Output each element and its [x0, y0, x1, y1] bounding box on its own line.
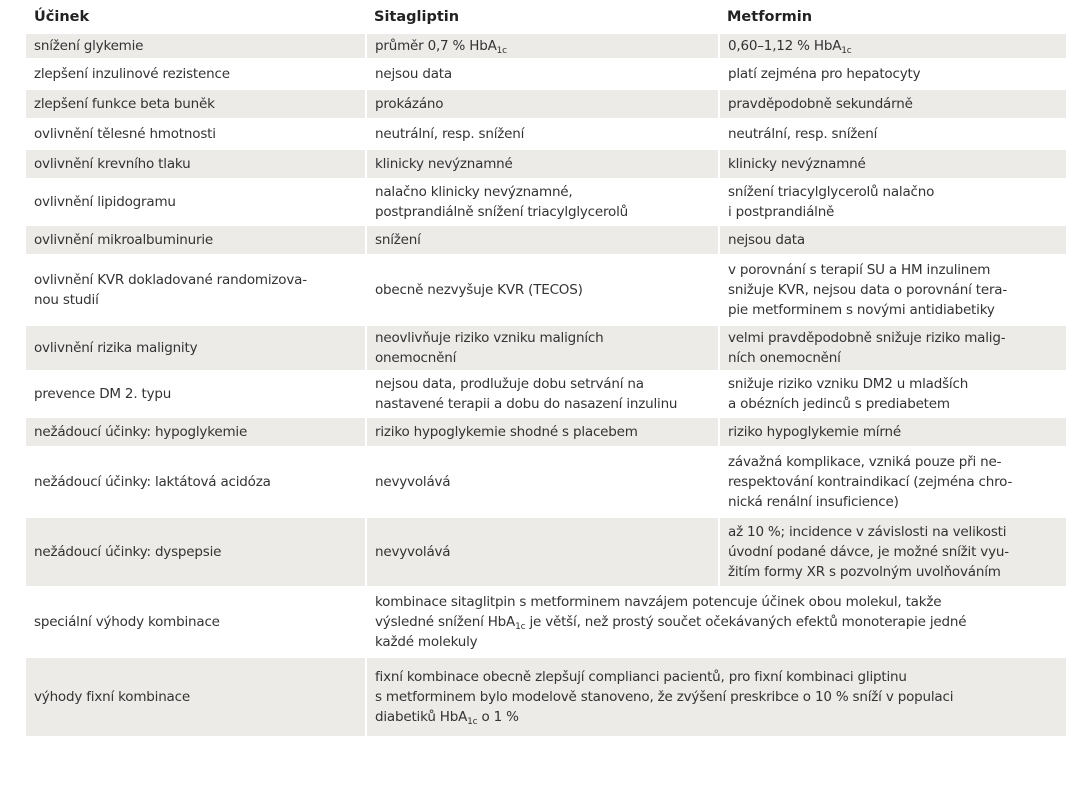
cell-line: respektování kontraindikací (zejména chro- — [728, 474, 1013, 490]
cell-line: nejsou data, prodlužuje dobu setrvání na — [375, 376, 644, 392]
effect-cell — [26, 255, 366, 325]
cell-line: úvodní podané dávce, je možné snížit vyu- — [728, 544, 1009, 560]
effect-cell: zlepšení funkce beta buněk — [26, 89, 366, 119]
effect-cell: ovlivnění krevního tlaku — [26, 149, 366, 179]
table-row — [26, 417, 1066, 447]
cell-line: snížení triacylglycerolů nalačno — [728, 184, 935, 200]
effect-cell: výhody fixní kombinace — [26, 657, 366, 737]
metformin-cell: riziko hypoglykemie mírné — [719, 417, 1066, 447]
cell-line: nou studií — [34, 292, 99, 308]
sitagliptin-cell: nevyvolává — [366, 517, 719, 587]
header-effect: Účinek — [26, 2, 366, 33]
cell-text: výsledné snížení HbA — [375, 614, 516, 630]
cell-line: velmi pravděpodobně snižuje riziko malig- — [728, 330, 1006, 346]
table-row — [26, 325, 1066, 371]
cell-line: v porovnání s terapií SU a HM inzulinem — [728, 262, 991, 278]
cell-line: nastavené terapii a dobu do nasazení inzulinu — [375, 396, 678, 412]
cell-text: je větší, než prostý součet očekávaných efektů monoterapie jedné — [525, 614, 967, 630]
effect-cell: ovlivnění lipidogramu — [26, 179, 366, 225]
header-row — [26, 2, 1066, 33]
metformin-cell: pravděpodobně sekundárně — [719, 89, 1066, 119]
sitagliptin-cell: nevyvolává — [366, 447, 719, 517]
cell-line: postprandiálně snížení triacylglycerolů — [375, 204, 629, 220]
table-row — [26, 447, 1066, 517]
cell-line: nická renální insuficience) — [728, 494, 899, 510]
effect-cell: speciální výhody kombinace — [26, 587, 366, 657]
cell-text: diabetiků HbA — [375, 709, 468, 725]
cell-line: neovlivňuje riziko vzniku maligních — [375, 330, 604, 346]
combined-cell — [366, 657, 1066, 737]
table-row — [26, 179, 1066, 225]
effect-cell: ovlivnění tělesné hmotnosti — [26, 119, 366, 149]
metformin-cell — [719, 179, 1066, 225]
sitagliptin-cell: prokázáno — [366, 89, 719, 119]
subscript: 1c — [467, 717, 478, 727]
cell-line: pie metforminem s novými antidiabetiky — [728, 302, 995, 318]
effect-cell: snížení glykemie — [26, 33, 366, 59]
effect-cell: ovlivnění rizika malignity — [26, 325, 366, 371]
sitagliptin-cell: snížení — [366, 225, 719, 255]
table-row — [26, 517, 1066, 587]
cell-line: nalačno klinicky nevýznamné, — [375, 184, 573, 200]
metformin-cell — [719, 325, 1066, 371]
cell-line: onemocnění — [375, 350, 457, 366]
effect-cell: nežádoucí účinky: hypoglykemie — [26, 417, 366, 447]
table-row — [26, 59, 1066, 89]
cell-line — [375, 612, 1058, 632]
metformin-cell: neutrální, resp. snížení — [719, 119, 1066, 149]
table-row — [26, 33, 1066, 59]
metformin-cell — [719, 517, 1066, 587]
cell-line: s metforminem bylo modelově stanoveno, že zvýšení preskribce o 10 % sníží v populaci — [375, 689, 954, 705]
sitagliptin-cell — [366, 325, 719, 371]
table-row — [26, 149, 1066, 179]
cell-line: i postprandiálně — [728, 204, 835, 220]
table-row — [26, 255, 1066, 325]
sitagliptin-cell — [366, 33, 719, 59]
sitagliptin-cell — [366, 371, 719, 417]
metformin-cell: klinicky nevýznamné — [719, 149, 1066, 179]
metformin-cell: platí zejména pro hepatocyty — [719, 59, 1066, 89]
cell-line: snižuje riziko vzniku DM2 u mladších — [728, 376, 969, 392]
metformin-cell — [719, 255, 1066, 325]
cell-line: kombinace sitaglitpin s metforminem navzájem potencuje účinek obou molekul, takže — [375, 594, 942, 610]
cell-text: o 1 % — [477, 709, 519, 725]
table-row — [26, 371, 1066, 417]
header-metformin: Metformin — [719, 2, 1066, 33]
effect-cell: ovlivnění mikroalbuminurie — [26, 225, 366, 255]
sitagliptin-cell: klinicky nevýznamné — [366, 149, 719, 179]
metformin-cell — [719, 371, 1066, 417]
cell-line — [375, 707, 1058, 727]
metformin-cell: nejsou data — [719, 225, 1066, 255]
cell-text: průměr 0,7 % HbA — [375, 38, 497, 54]
header-sitagliptin: Sitagliptin — [366, 2, 719, 33]
effect-cell: nežádoucí účinky: laktátová acidóza — [26, 447, 366, 517]
table-row — [26, 119, 1066, 149]
combined-cell — [366, 587, 1066, 657]
effect-cell: prevence DM 2. typu — [26, 371, 366, 417]
cell-line: žitím formy XR s pozvolným uvolňováním — [728, 564, 1001, 580]
cell-line: ovlivnění KVR dokladované randomizova- — [34, 272, 307, 288]
subscript: 1c — [515, 622, 526, 632]
sitagliptin-cell: neutrální, resp. snížení — [366, 119, 719, 149]
effect-cell: zlepšení inzulinové rezistence — [26, 59, 366, 89]
cell-line: až 10 %; incidence v závislosti na velikosti — [728, 524, 1007, 540]
cell-text: 0,60–1,12 % HbA — [728, 38, 842, 54]
effect-cell: nežádoucí účinky: dyspepsie — [26, 517, 366, 587]
subscript: 1c — [841, 46, 852, 56]
sitagliptin-cell — [366, 179, 719, 225]
table-row — [26, 587, 1066, 657]
sitagliptin-cell: riziko hypoglykemie shodné s placebem — [366, 417, 719, 447]
table-row — [26, 89, 1066, 119]
cell-line: fixní kombinace obecně zlepšují complianci pacientů, pro fixní kombinaci gliptinu — [375, 669, 907, 685]
sitagliptin-cell: nejsou data — [366, 59, 719, 89]
table-row — [26, 225, 1066, 255]
table-row — [26, 657, 1066, 737]
comparison-table — [26, 2, 1066, 738]
cell-line: a obézních jedinců s prediabetem — [728, 396, 950, 412]
subscript: 1c — [496, 46, 507, 56]
metformin-cell — [719, 447, 1066, 517]
cell-line: ních onemocnění — [728, 350, 841, 366]
cell-line: závažná komplikace, vzniká pouze při ne- — [728, 454, 1002, 470]
metformin-cell — [719, 33, 1066, 59]
cell-line: každé molekuly — [375, 634, 478, 650]
sitagliptin-cell: obecně nezvyšuje KVR (TECOS) — [366, 255, 719, 325]
cell-line: snižuje KVR, nejsou data o porovnání tera- — [728, 282, 1008, 298]
